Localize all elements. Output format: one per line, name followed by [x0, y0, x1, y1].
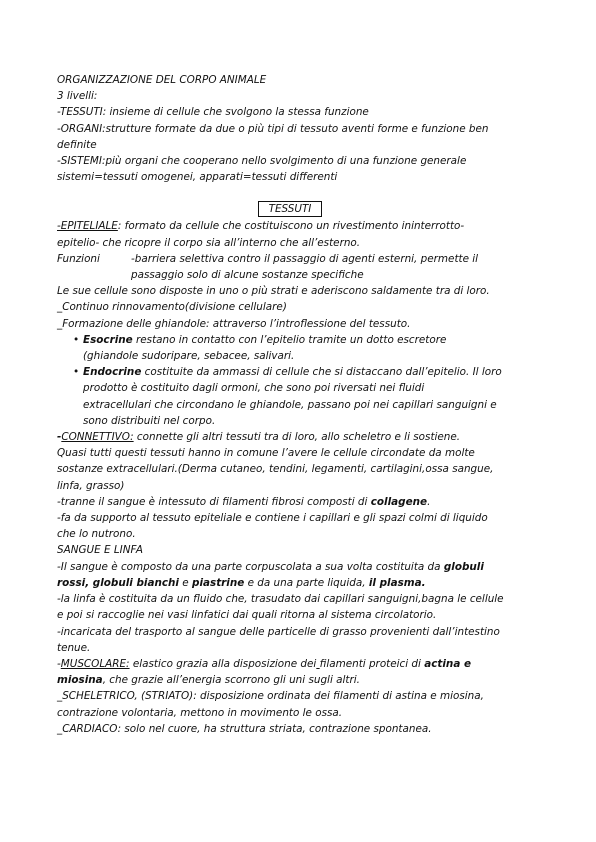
- tessuti-heading: TESSUTI: [258, 201, 323, 217]
- document-title: ORGANIZZAZIONE DEL CORPO ANIMALE: [57, 74, 267, 86]
- esocrine-term: Esocrine: [83, 333, 133, 346]
- epiteliale-def: : formato da cellule che costituiscono un rivestimento ininterrotto-: [117, 220, 465, 233]
- epiteliale-term: -EPITELIALE: [57, 220, 118, 233]
- strati-line: Le sue cellule sono disposte in uno o più strati e aderiscono saldamente tra di loro.: [57, 285, 490, 298]
- muscolare-line: [57, 656, 537, 672]
- connettivo-prefix: -: [57, 431, 62, 444]
- epiteliale-line: [57, 218, 537, 234]
- connettivo-term: CONNETTIVO:: [61, 431, 134, 444]
- linfa-line: -incaricata del trasporto al sangue delle particelle di grasso provenienti dall’intestino: [57, 625, 500, 638]
- intro-line: -TESSUTI: insieme di cellule che svolgono la stessa funzione: [57, 106, 369, 119]
- actina-term: actina e: [424, 657, 472, 670]
- endocrine-term: Endocrine: [83, 366, 142, 379]
- esocrine-cont: (ghiandole sudoripare, sebacee, salivari.: [83, 350, 295, 363]
- muscolare-line-2: [57, 672, 537, 688]
- list-item-endocrine: [57, 364, 537, 380]
- tranne-line: [57, 494, 537, 510]
- epiteliale-line-2: epitelio- che ricopre il corpo sia all’interno che all’esterno.: [57, 236, 361, 249]
- rinnovamento-line: _Continuo rinnovamento(divisione cellulare): [57, 301, 287, 314]
- sangue-line: [57, 559, 537, 575]
- esocrine-text: restano in contatto con l’epitelio tramite un dotto escretore: [132, 333, 447, 346]
- levels-heading: 3 livelli:: [57, 90, 98, 103]
- plasma-term: il plasma.: [368, 576, 426, 589]
- connettivo-text: sostanze extracellulari.(Derma cutaneo, tendini, legamenti, cartilagini,ossa sangue,: [57, 463, 494, 476]
- muscolare-text: elastico grazia alla disposizione dei: [129, 657, 317, 670]
- intro-line: -ORGANI:strutture formate da due o più tipi di tessuto aventi forme e funzione ben: [57, 122, 489, 135]
- endocrine-text: costituite da ammassi di cellule che si distaccano dall’epitelio. Il loro: [141, 366, 502, 379]
- connettivo-text: Quasi tutti questi tessuti hanno in comune l’avere le cellule circondate da molte: [57, 447, 475, 460]
- muscolare-text-3: , che grazie all’energia scorrono gli uni sugli altri.: [102, 674, 360, 687]
- muscolare-text-2: filamenti proteici di: [319, 657, 425, 670]
- list-item-esocrine: [57, 332, 537, 348]
- scheletrico-line: _SCHELETRICO, (STRIATO): disposizione ordinata dei filamenti di astina e miosina,: [57, 690, 484, 703]
- supporto-line: -fa da supporto al tessuto epiteliale e contiene i capillari e gli spazi colmi di liquido: [57, 512, 488, 525]
- muscolare-prefix: -: [57, 657, 61, 670]
- endocrine-cont: sono distribuiti nel corpo.: [83, 414, 216, 427]
- muscolare-term: MUSCOLARE:: [60, 657, 130, 670]
- funzioni-label: Funzioni: [57, 252, 100, 265]
- funzioni-text: -barriera selettiva contro il passaggio di agenti esterni, permette il: [131, 252, 479, 265]
- connettivo-line: [57, 429, 537, 445]
- funzioni-cont: passaggio solo di alcune sostanze specifiche: [131, 269, 364, 282]
- scheletrico-line: contrazione volontaria, mettono in movimento le ossa.: [57, 706, 343, 719]
- document-page: [57, 72, 537, 737]
- miosina-term: miosina: [57, 674, 103, 687]
- endocrine-cont: extracellulari che circondano le ghiandole, passano poi nei capillari sanguigni e: [83, 398, 497, 411]
- sangue-heading: SANGUE E LINFA: [57, 544, 143, 557]
- piastrine-term: piastrine: [192, 576, 245, 589]
- tranne-end: .: [427, 495, 431, 508]
- endocrine-cont: prodotto è costituito dagli ormoni, che sono poi riversati nei fluidi: [83, 382, 425, 395]
- linfa-line: tenue.: [57, 641, 91, 654]
- sangue-text: -Il sangue è composto da una parte corpuscolata a sua volta costituita da: [57, 560, 444, 573]
- linfa-line: e poi si raccoglie nei vasi linfatici dai quali ritorna al sistema circolatorio.: [57, 609, 437, 622]
- funzioni-row: [57, 251, 537, 267]
- intro-line: definite: [57, 138, 97, 151]
- connettivo-text: linfa, grasso): [57, 479, 125, 492]
- linfa-line: -la linfa è costituita da un fluido che, trasudato dai capillari sanguigni,bagna le cellule: [57, 593, 504, 606]
- supporto-line: che lo nutrono.: [57, 528, 136, 541]
- globuli-rossi-bianchi-term: rossi, globuli bianchi: [57, 576, 179, 589]
- cardiaco-line: _CARDIACO: solo nel cuore, ha struttura striata, contrazione spontanea.: [57, 722, 432, 735]
- sangue-line-2: [57, 575, 537, 591]
- intro-line: sistemi=tessuti omogenei, apparati=tessuti differenti: [57, 171, 338, 184]
- tranne-text: -tranne il sangue è intessuto di filamenti fibrosi composti di: [57, 495, 371, 508]
- globuli-term: globuli: [443, 560, 484, 573]
- connettivo-def: connette gli altri tessuti tra di loro, allo scheletro e li sostiene.: [133, 431, 461, 444]
- conj-text: e: [179, 576, 192, 589]
- intro-line: -SISTEMI:più organi che cooperano nello svolgimento di una funzione generale: [57, 155, 467, 168]
- ghiandole-line: _Formazione delle ghiandole: attraverso l’introflessione del tessuto.: [57, 317, 411, 330]
- tessuti-heading-box: [57, 201, 537, 218]
- sangue-mid-text: e da una parte liquida,: [244, 576, 369, 589]
- collagene-term: collagene: [370, 495, 428, 508]
